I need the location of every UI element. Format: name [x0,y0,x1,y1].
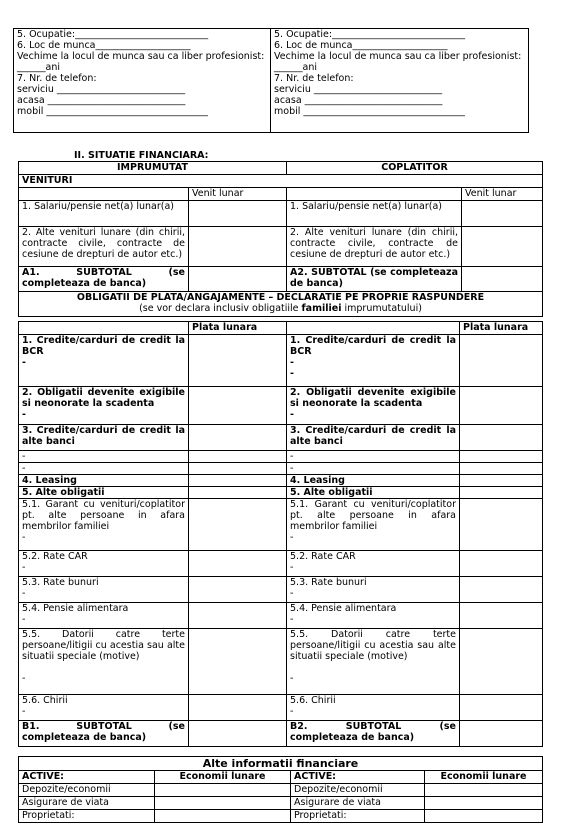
occupation-field: 5. Ocupatie:____________________________ [17,29,209,40]
other-income-label: 2. Alte venituri lunare (din chirii, contracte civile, contracte de cesiune de drepturi de autor etc.) [19,227,189,267]
properties-row: Proprietati: [291,810,425,823]
other-income-value [189,227,287,267]
occupation-field: 5. Ocupatie:____________________________ [274,29,466,40]
monthly-income-header: Venit lunar [462,188,543,201]
rent: 5.6. Chirii - [19,695,189,721]
obligations-table: Plata lunara Plata lunara 1. Credite/carduri de credit la BCR - 1. Credite/carduri de credit la BCR - - 2. Obligatii devenite exigibile si neonorate la scadenta - 2. Obligatii devenite exigibile si neonorate la scadenta - 3. Credite/carduri de credit la alte banci 3. Credite/carduri de credit la alte banci - - - - 4. Leasing 4. Leasing 5. Alte obligatii 5. Alte obligatii 5.1. Garant cu venituri/coplatitor pt. alte persoane in afara membrilor familiei - 5.1. Garant cu venituri/coplatitor pt. alte persoane in afara membrilor familiei - 5.2. Rate CAR - 5.2. Rate CAR - 5.3. Rate bunuri - 5.3. Rate bunuri - 5.4. Pensie alimentara - 5.4. Pensie alimentara - 5.5. Datorii catre terte persoane/litigii cu acestia sau alte situatii speciale (motive) - 5.5. Datorii catre terte persoane/litigii cu acestia sau alte situatii speciale (motive) - 5.6. Chirii - 5.6. Chirii - B1. SUBTOTAL (se completeaza de banca) B2. SUBTOTAL (se completeaza de banca) [18,321,543,747]
seniority-label: Vechime la locul de munca sau ca liber profesionist: [17,51,265,62]
other-income-value [462,227,543,267]
leasing: 4. Leasing [287,475,460,487]
seniority-years: ______ani [17,62,60,73]
monthly-payment-header: Plata lunara [189,322,287,335]
other-obligations: 5. Alte obligatii [287,487,460,499]
workplace-field: 6. Loc de munca____________________ [274,40,448,51]
financial-situation-table [18,161,543,317]
other-financial-info-table [18,756,543,823]
other-bank-credits: 3. Credite/carduri de credit la alte banci [19,425,189,451]
overdue-obligations: 2. Obligatii devenite exigibile si neonorate la scadenta - [19,387,189,425]
phone-work: serviciu ___________________________ [17,84,186,95]
monthly-income-header: Venit lunar [189,188,287,201]
deposits-row: Depozite/economii [291,784,425,797]
properties-row: Proprietati: [19,810,155,823]
savings-header: Economii lunare [155,771,291,784]
coborrower-contact-cell [271,29,529,133]
guarantor: 5.1. Garant cu venituri/coplatitor pt. alte persoane in afara membrilor familiei - [287,499,460,551]
other-info-title: Alte informatii financiare [19,757,543,771]
phone-home: acasa _____________________________ [17,95,186,106]
rent: 5.6. Chirii - [287,695,460,721]
alimony: 5.4. Pensie alimentara - [287,603,460,629]
salary-label: 1. Salariu/pensie net(a) lunar(a) [287,201,462,227]
guarantor: 5.1. Garant cu venituri/coplatitor pt. alte persoane in afara membrilor familiei - [19,499,189,551]
leasing: 4. Leasing [19,475,189,487]
other-obligations: 5. Alte obligatii [19,487,189,499]
section-title: II. SITUATIE FINANCIARA: [74,150,209,161]
deposits-row: Depozite/economii [19,784,155,797]
alimony: 5.4. Pensie alimentara - [19,603,189,629]
assets-header: ACTIVE: [291,771,425,784]
obligations-title: OBLIGATII DE PLATA/ANGAJAMENTE – DECLARATIE PE PROPRIE RASPUNDERE [76,292,485,303]
bcr-credits: 1. Credite/carduri de credit la BCR - [19,335,189,387]
third-party-debts: 5.5. Datorii catre terte persoane/litigii cu acestia sau alte situatii speciale (motive) - [287,629,460,695]
phone-home: acasa _____________________________ [274,95,443,106]
subtotal-a1: A1. SUBTOTAL (se completeaza de banca) [19,267,189,292]
subtotal-b1: B1. SUBTOTAL (se completeaza de banca) [19,721,189,747]
subtotal-a2: A2. SUBTOTAL (se completeaza de banca) [287,267,462,292]
life-insurance-row: Asigurare de viata [19,797,155,810]
phone-label: 7. Nr. de telefon: [274,73,354,84]
borrower-contact-cell [14,29,271,133]
phone-work: serviciu ___________________________ [274,84,443,95]
contact-info-table [13,28,529,133]
phone-label: 7. Nr. de telefon: [17,73,97,84]
other-income-label: 2. Alte venituri lunare (din chirii, contracte civile, contracte de cesiune de drepturi de autor etc.) [287,227,462,267]
assets-header: ACTIVE: [19,771,155,784]
car-installments: 5.2. Rate CAR - [19,551,189,577]
phone-mobile: mobil __________________________________ [274,106,465,117]
seniority-years: ______ani [274,62,317,73]
salary-value [462,201,543,227]
subtotal-b2: B2. SUBTOTAL (se completeaza de banca) [287,721,460,747]
workplace-field: 6. Loc de munca____________________ [17,40,191,51]
overdue-obligations: 2. Obligatii devenite exigibile si neonorate la scadenta - [287,387,460,425]
goods-installments: 5.3. Rate bunuri - [287,577,460,603]
third-party-debts: 5.5. Datorii catre terte persoane/litigii cu acestia sau alte situatii speciale (motive) - [19,629,189,695]
salary-value [189,201,287,227]
savings-header: Economii lunare [425,771,543,784]
monthly-payment-header: Plata lunara [460,322,543,335]
income-header: VENITURI [19,175,543,188]
car-installments: 5.2. Rate CAR - [287,551,460,577]
borrower-header: IMPRUMUTAT [19,162,287,175]
obligations-header [19,292,543,317]
obligations-subtitle: (se vor declara inclusiv obligatiile familiei imprumutatului) [139,303,422,314]
life-insurance-row: Asigurare de viata [291,797,425,810]
seniority-label: Vechime la locul de munca sau ca liber profesionist: [274,51,522,62]
salary-label: 1. Salariu/pensie net(a) lunar(a) [19,201,189,227]
bcr-credits: 1. Credite/carduri de credit la BCR - - [287,335,460,387]
goods-installments: 5.3. Rate bunuri - [19,577,189,603]
coborrower-header: COPLATITOR [287,162,543,175]
phone-mobile: mobil __________________________________ [17,106,208,117]
other-bank-credits: 3. Credite/carduri de credit la alte banci [287,425,460,451]
